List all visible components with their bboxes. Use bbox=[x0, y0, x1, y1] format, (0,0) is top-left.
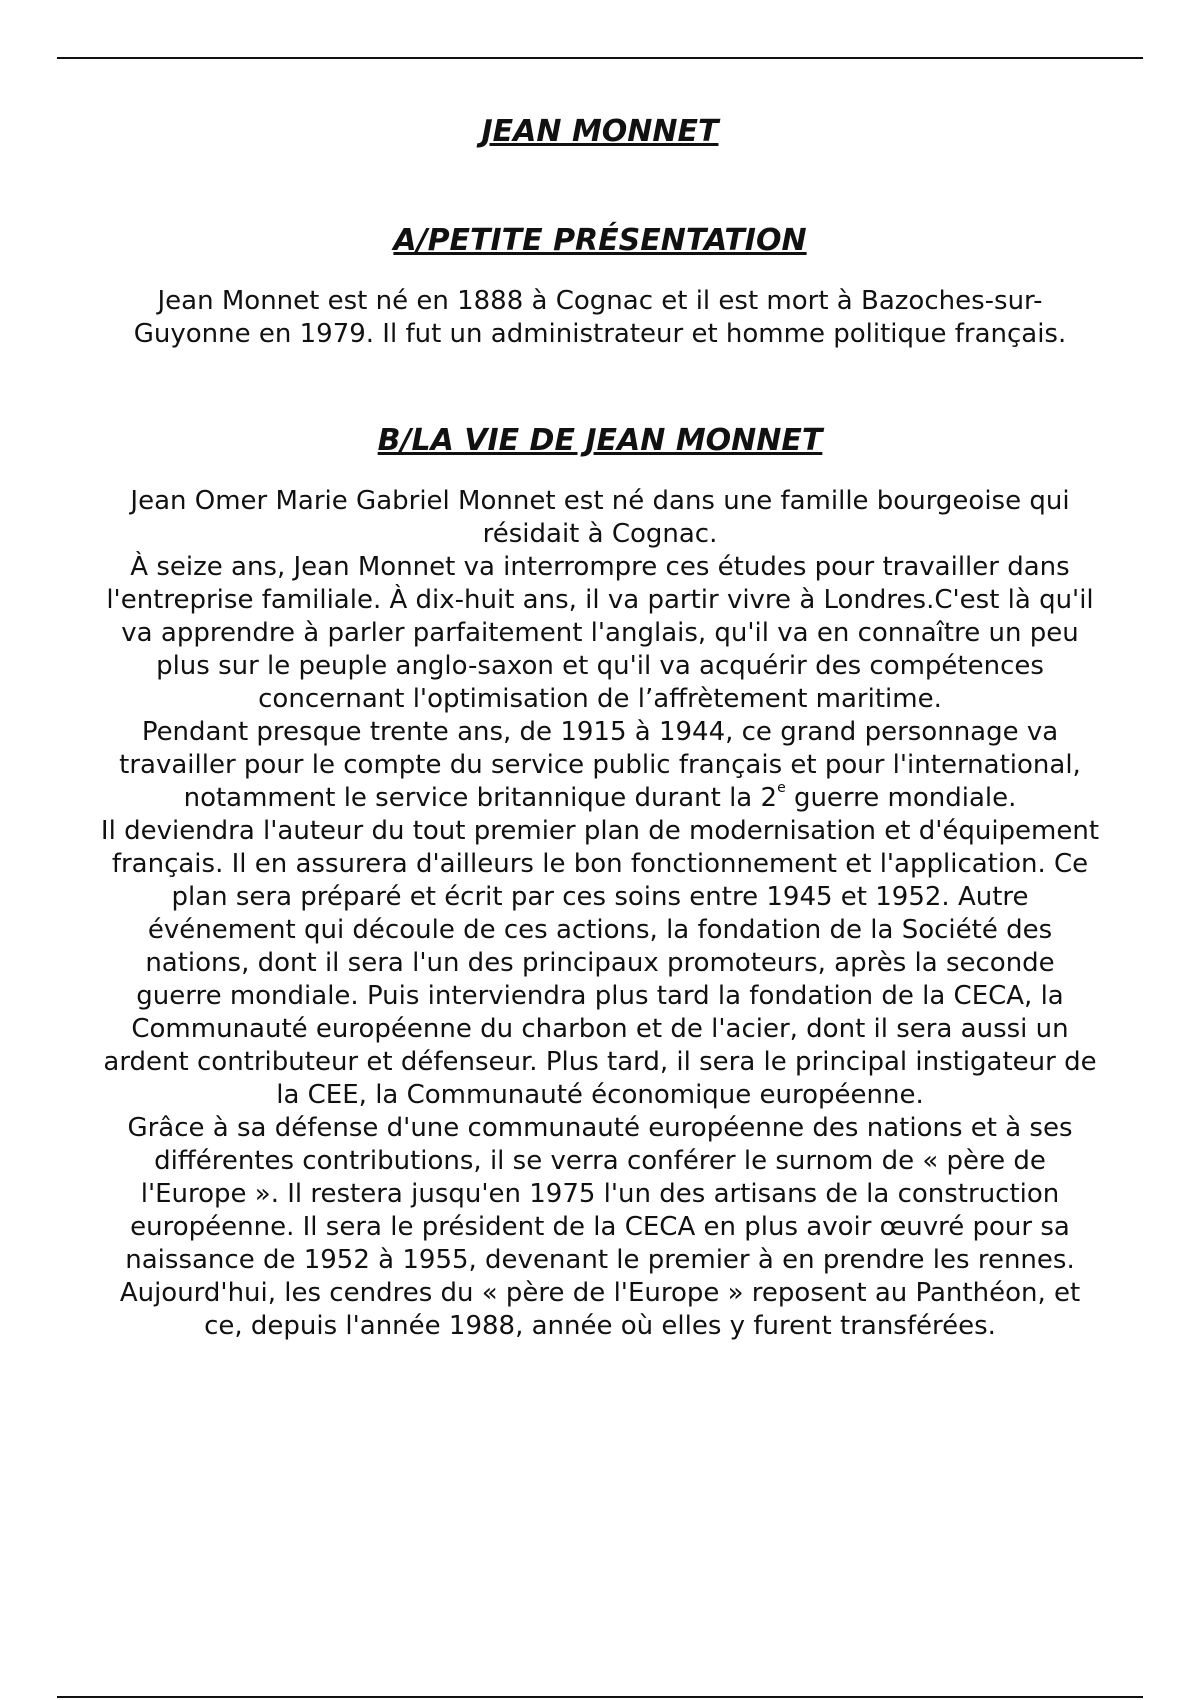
section-b-body bbox=[100, 485, 1100, 1343]
bottom-divider bbox=[57, 1696, 1143, 1698]
section-b-paragraph-2: À seize ans, Jean Monnet va interrompre ces études pour travailler dans l'entreprise familiale. À dix-huit ans, il va partir vivre à Londres.C'est là qu'il va apprendre à parler parfaitement l'anglais, qu'il va en connaître un peu plus sur le peuple anglo-saxon et qu'il va acquérir des compétences concernant l'optimisation de l’affrètement maritime. bbox=[106, 552, 1094, 714]
document-body bbox=[100, 110, 1100, 1343]
section-b-paragraph-5: Grâce à sa défense d'une communauté européenne des nations et à ses différentes contributions, il se verra conférer le surnom de « père de l'Europe ». Il restera jusqu'en 1975 l'un des artisans de la construction européenne. Il sera le président de la CECA en plus avoir œuvré pour sa naissance de 1952 à 1955, devenant le premier à en prendre les rennes. bbox=[125, 1113, 1075, 1275]
section-b-paragraph-3 bbox=[100, 716, 1100, 815]
section-a-paragraph: Jean Monnet est né en 1888 à Cognac et il est mort à Bazoches-sur-Guyonne en 1979. Il fut un administrateur et homme politique français. bbox=[133, 286, 1067, 349]
section-a-heading: A/PETITE PRÉSENTATION bbox=[393, 223, 807, 258]
ordinal-superscript: e bbox=[777, 780, 786, 796]
section-b-paragraph-6: Aujourd'hui, les cendres du « père de l'Europe » reposent au Panthéon, et ce, depuis l'année 1988, année où elles y furent transférées. bbox=[119, 1278, 1081, 1341]
top-divider bbox=[57, 57, 1143, 59]
paragraph-3-text-after: guerre mondiale. bbox=[785, 783, 1017, 813]
section-b-paragraph-4: Il deviendra l'auteur du tout premier plan de modernisation et d'équipement français. Il en assurera d'ailleurs le bon fonctionnement et l'application. Ce plan sera préparé et écrit par ces soins entre 1945 et 1952. Autre événement qui découle de ces actions, la fondation de la Société des nations, dont il sera l'un des principaux promoteurs, après la seconde guerre mondiale. Puis interviendra plus tard la fondation de la CECA, la Communauté européenne du charbon et de l'acier, dont il sera aussi un ardent contributeur et défenseur. Plus tard, il sera le principal instigateur de la CEE, la Communauté économique européenne. bbox=[100, 816, 1100, 1110]
section-b-heading: B/LA VIE DE JEAN MONNET bbox=[377, 423, 823, 458]
document-title: JEAN MONNET bbox=[481, 114, 719, 149]
paragraph-3-text-before: Pendant presque trente ans, de 1915 à 1944, ce grand personnage va travailler pour le compte du service public français et pour l'international, notamment le service britannique durant la 2 bbox=[119, 717, 1081, 813]
section-b-paragraph-1: Jean Omer Marie Gabriel Monnet est né dans une famille bourgeoise qui résidait à Cognac. bbox=[130, 486, 1070, 549]
